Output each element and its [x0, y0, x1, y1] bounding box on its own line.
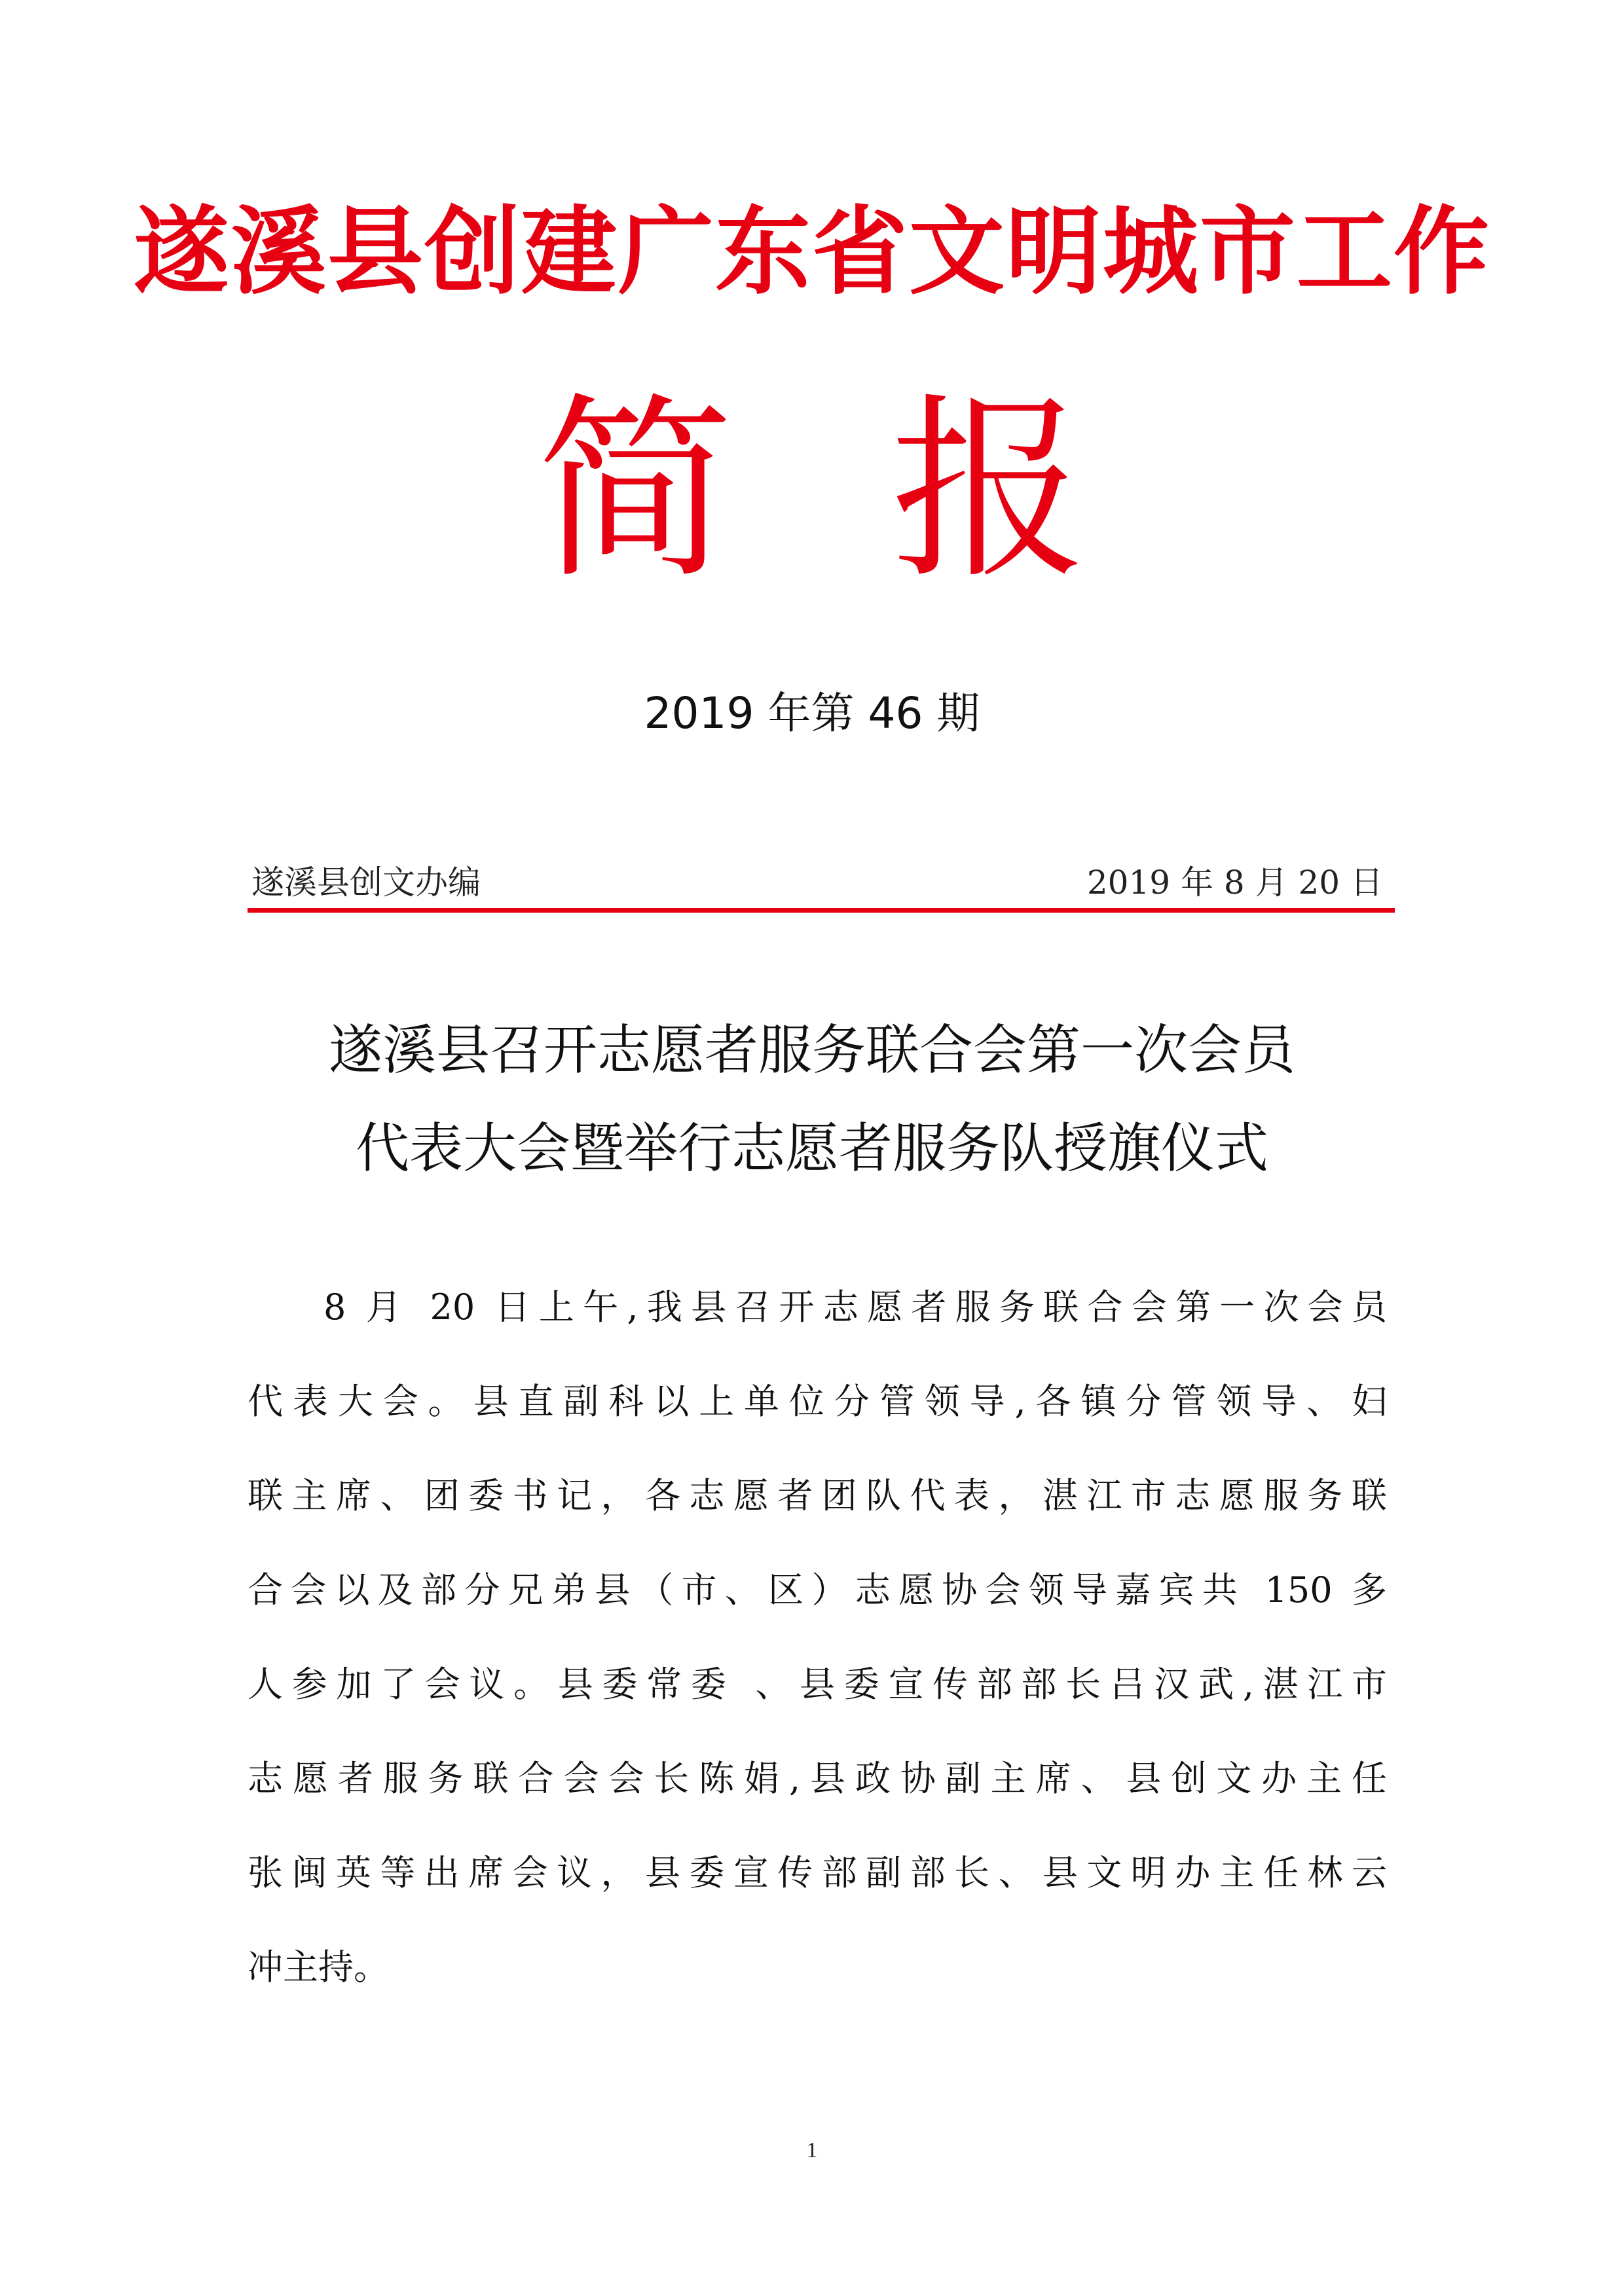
- article-title-line: 遂溪县召开志愿者服务联合会第一次会员: [328, 1019, 1295, 1082]
- masthead-subtitle: [0, 367, 1624, 615]
- body-line: 联主席、团委书记，各志愿者团队代表，湛江市志愿服务联: [248, 1475, 1387, 1516]
- issue-number: 2019 年第 46 期: [644, 688, 980, 738]
- publisher-row: [248, 856, 1387, 909]
- masthead-subtitle-char-2: 报: [891, 376, 1087, 605]
- article-title: [216, 1002, 1408, 1198]
- body-line: 8 月 20 日上午,我县召开志愿者服务联合会第一次会员: [323, 1286, 1387, 1328]
- article-body: [248, 1260, 1387, 2014]
- publish-date: 2019 年 8 月 20 日: [1086, 864, 1383, 902]
- body-line: 冲主持。: [248, 1946, 389, 1988]
- body-line: 人参加了会议。县委常委 、县委宣传部部长吕汉武,湛江市: [248, 1664, 1387, 1705]
- masthead-subtitle-char-1: 简: [537, 376, 733, 605]
- masthead-title: 遂溪县创建广东省文明城市工作: [134, 196, 1490, 308]
- body-line: 合会以及部分兄弟县（市、区）志愿协会领导嘉宾共 150 多: [248, 1569, 1387, 1611]
- publisher-name: 遂溪县创文办编: [251, 864, 481, 902]
- body-line: 志愿者服务联合会会长陈娟,县政协副主席、县创文办主任: [248, 1758, 1387, 1799]
- article-title-line: 代表大会暨举行志愿者服务队授旗仪式: [355, 1118, 1268, 1180]
- body-line: 张闽英等出席会议，县委宣传部副部长、县文明办主任林云: [248, 1852, 1387, 1893]
- header-divider: [248, 908, 1395, 913]
- page-number: 1: [806, 2138, 818, 2162]
- body-line: 代表大会。县直副科以上单位分管领导,各镇分管领导、妇: [248, 1381, 1387, 1422]
